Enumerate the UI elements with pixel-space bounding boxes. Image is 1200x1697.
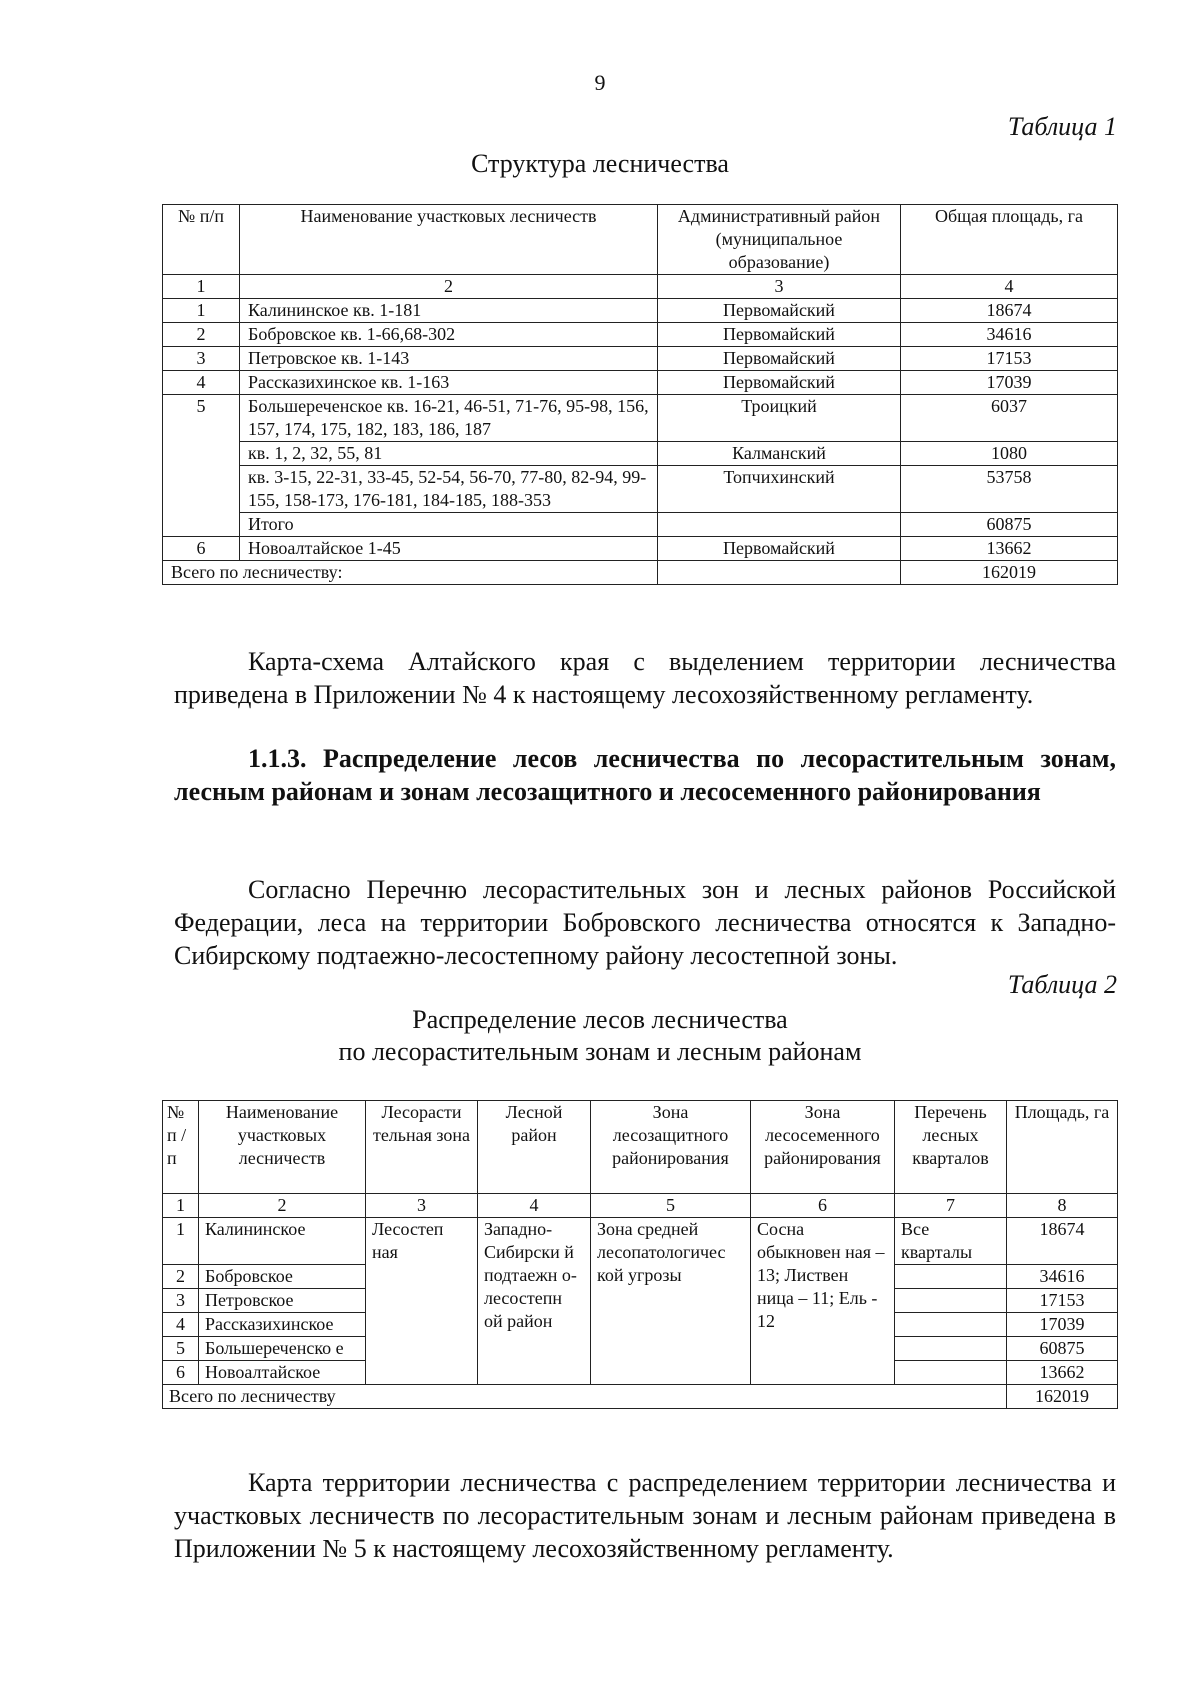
row-number: 2 [163, 1265, 199, 1289]
row-number: 5 [163, 395, 240, 537]
forestry-structure-table [162, 204, 1118, 585]
forestry-name: Калининское кв. 1-181 [240, 299, 658, 323]
forest-zones-table [162, 1100, 1118, 1409]
table-row [163, 1218, 1118, 1265]
forestry-name: Рассказихинское [199, 1313, 366, 1337]
column-number: 1 [163, 275, 240, 299]
forestry-name: Бобровское [199, 1265, 366, 1289]
area: 13662 [901, 537, 1118, 561]
area: 17153 [1007, 1289, 1118, 1313]
area: 17039 [901, 371, 1118, 395]
area: 60875 [901, 513, 1118, 537]
table-header-row [163, 205, 1118, 275]
table-row [163, 466, 1118, 513]
header-cell: Наименование участковых лесничеств [199, 1101, 366, 1194]
column-number: 4 [901, 275, 1118, 299]
row-number: 1 [163, 299, 240, 323]
total-area: 162019 [901, 561, 1118, 585]
district: Первомайский [658, 323, 901, 347]
forest-region: Западно-Сибирски й подтаежн о-лесостепн ой район [478, 1218, 591, 1385]
area: 18674 [901, 299, 1118, 323]
quarters [895, 1361, 1007, 1385]
forestry-name: Новоалтайское [199, 1361, 366, 1385]
area: 6037 [901, 395, 1118, 442]
forestry-name: кв. 1, 2, 32, 55, 81 [240, 442, 658, 466]
district: Первомайский [658, 371, 901, 395]
forest-zone: Лесостеп ная [366, 1218, 478, 1385]
column-number: 5 [591, 1194, 751, 1218]
quarters [895, 1313, 1007, 1337]
header-cell: Перечень лесных кварталов [895, 1101, 1007, 1194]
total-label: Всего по лесничеству: [163, 561, 658, 585]
area: 34616 [901, 323, 1118, 347]
table-2-title-line2: по лесорастительным зонам и лесным районам [338, 1037, 862, 1066]
row-number: 4 [163, 371, 240, 395]
row-number: 6 [163, 537, 240, 561]
forestry-name: Бобровское кв. 1-66,68-302 [240, 323, 658, 347]
table-1-title: Структура лесничества [471, 149, 729, 178]
district: Первомайский [658, 347, 901, 371]
area: 53758 [901, 466, 1118, 513]
header-cell: Лесорасти тельная зона [366, 1101, 478, 1194]
column-number: 6 [751, 1194, 895, 1218]
table-row [163, 395, 1118, 442]
quarters [895, 1337, 1007, 1361]
district: Первомайский [658, 299, 901, 323]
total-row [163, 561, 1118, 585]
section-heading: 1.1.3. Распределение лесов лесничества по лесорастительным зонам, лесным районам и зонам лесозащитного и лесосеменного районирования [174, 744, 1116, 806]
row-number: 6 [163, 1361, 199, 1385]
forestry-name: Калининское [199, 1218, 366, 1265]
area: 34616 [1007, 1265, 1118, 1289]
column-number-row [163, 1194, 1118, 1218]
table-2-title-line1: Распределение лесов лесничества [412, 1005, 788, 1034]
total-row [163, 1385, 1118, 1409]
column-number: 3 [658, 275, 901, 299]
forestry-name: кв. 3-15, 22-31, 33-45, 52-54, 56-70, 77-80, 82-94, 99-155, 158-173, 176-181, 184-185, 188-353 [240, 466, 658, 513]
quarters: Все кварталы [895, 1218, 1007, 1265]
district: Топчихинский [658, 466, 901, 513]
paragraph-map-territory: Карта территории лесничества с распределением территории лесничества и участковых лесничеств по лесорастительным зонам и лесным районам приведена в Приложении № 5 к настоящему лесохозяйственному регламенту. [174, 1468, 1116, 1563]
header-cell: Зона лесозащитного районирования [591, 1101, 751, 1194]
table-row [163, 347, 1118, 371]
forestry-name: Новоалтайское 1-45 [240, 537, 658, 561]
area: 60875 [1007, 1337, 1118, 1361]
table-row [163, 371, 1118, 395]
seed-zone: Сосна обыкновен ная – 13; Листвен ница – 11; Ель - 12 [751, 1218, 895, 1385]
column-number: 3 [366, 1194, 478, 1218]
area: 17153 [901, 347, 1118, 371]
column-number: 4 [478, 1194, 591, 1218]
total-area: 162019 [1007, 1385, 1118, 1409]
header-cell: № п / п [163, 1101, 199, 1194]
quarters [895, 1289, 1007, 1313]
header-cell: № п/п [163, 205, 240, 275]
area: 18674 [1007, 1218, 1118, 1265]
row-number: 1 [163, 1218, 199, 1265]
area: 13662 [1007, 1361, 1118, 1385]
table-row [163, 442, 1118, 466]
column-number-row [163, 275, 1118, 299]
forestry-name: Большереченско е [199, 1337, 366, 1361]
row-number: 5 [163, 1337, 199, 1361]
column-number: 8 [1007, 1194, 1118, 1218]
district [658, 513, 901, 537]
total-label: Всего по лесничеству [163, 1385, 1007, 1409]
table-row [163, 323, 1118, 347]
column-number: 2 [240, 275, 658, 299]
area: 1080 [901, 442, 1118, 466]
table-2-label: Таблица 2 [1007, 970, 1117, 999]
header-cell: Общая площадь, га [901, 205, 1118, 275]
paragraph-map-scheme: Карта-схема Алтайского края с выделением территории лесничества приведена в Приложении № 4 к настоящему лесохозяйственному регламенту. [174, 647, 1116, 709]
forestry-name: Рассказихинское кв. 1-163 [240, 371, 658, 395]
area: 17039 [1007, 1313, 1118, 1337]
row-number: 4 [163, 1313, 199, 1337]
paragraph-zones: Согласно Перечню лесорастительных зон и лесных районов Российской Федерации, леса на территории Бобровского лесничества относятся к Западно-Сибирскому подтаежно-лесостепному району лесостепной зоны. [174, 875, 1116, 970]
district: Троицкий [658, 395, 901, 442]
quarters [895, 1265, 1007, 1289]
district: Первомайский [658, 537, 901, 561]
table-row [163, 299, 1118, 323]
row-number: 3 [163, 1289, 199, 1313]
total-empty-cell [658, 561, 901, 585]
header-cell: Лесной район [478, 1101, 591, 1194]
table-header-row [163, 1101, 1118, 1194]
header-cell: Наименование участковых лесничеств [240, 205, 658, 275]
column-number: 2 [199, 1194, 366, 1218]
district: Калманский [658, 442, 901, 466]
header-cell: Зона лесосеменного районирования [751, 1101, 895, 1194]
forestry-name: Петровское [199, 1289, 366, 1313]
subtotal-row [163, 513, 1118, 537]
forestry-name: Итого [240, 513, 658, 537]
header-cell: Административный район (муниципальное образование) [658, 205, 901, 275]
protection-zone: Зона средней лесопатологичес кой угрозы [591, 1218, 751, 1385]
table-1-label: Таблица 1 [1007, 112, 1117, 141]
table-row [163, 537, 1118, 561]
row-number: 3 [163, 347, 240, 371]
forestry-name: Большереченское кв. 16-21, 46-51, 71-76, 95-98, 156, 157, 174, 175, 182, 183, 186, 187 [240, 395, 658, 442]
column-number: 7 [895, 1194, 1007, 1218]
page-number: 9 [594, 70, 606, 95]
column-number: 1 [163, 1194, 199, 1218]
forestry-name: Петровское кв. 1-143 [240, 347, 658, 371]
header-cell: Площадь, га [1007, 1101, 1118, 1194]
row-number: 2 [163, 323, 240, 347]
